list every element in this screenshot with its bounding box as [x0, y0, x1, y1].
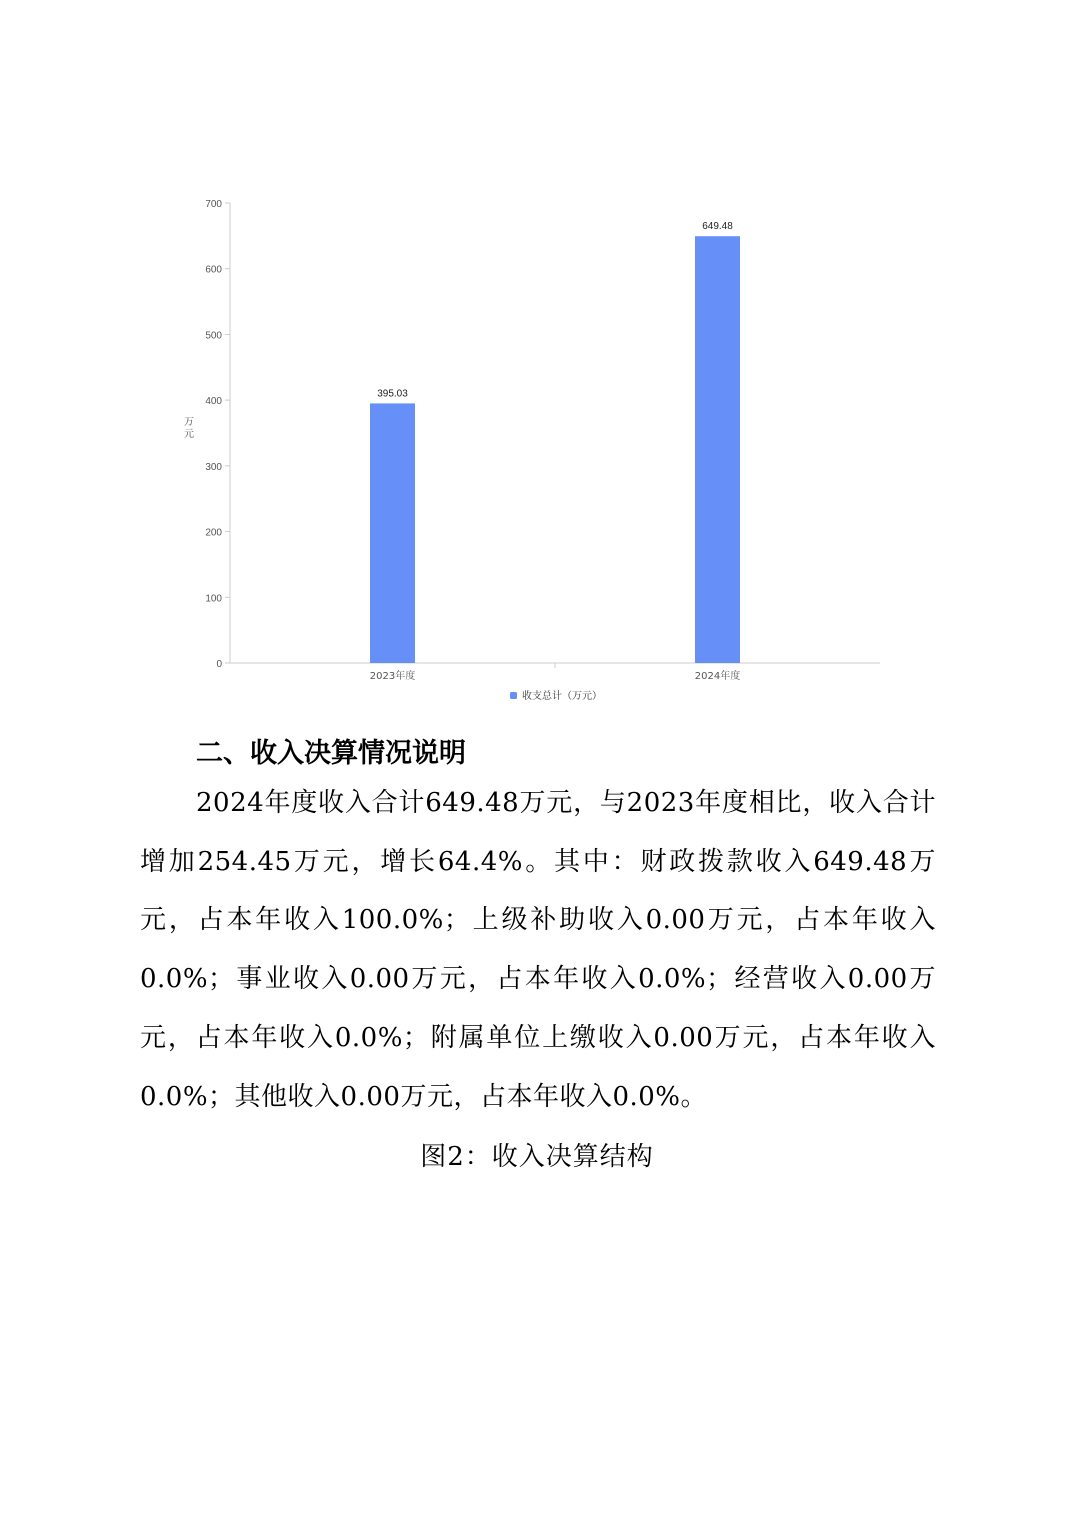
y-tick-label: 100: [205, 593, 222, 605]
y-axis-title: 万: [184, 417, 194, 428]
revenue-chart: [0, 0, 1074, 720]
y-tick-label: 0: [216, 659, 222, 670]
bar-data-label: 395.03: [377, 388, 408, 400]
bar-data-label: 649.48: [702, 221, 733, 233]
x-tick-label: 2024年度: [694, 671, 741, 682]
y-tick-label: 400: [205, 396, 222, 408]
section-heading: 二、收入决算情况说明: [196, 738, 466, 769]
bar: [370, 403, 415, 663]
chart-canvas: [0, 0, 1074, 720]
y-axis-title: 元: [184, 429, 194, 440]
body-paragraph: 2024年度收入合计649.48万元，与2023年度相比，收入合计增加254.45万元，增长64.4%。其中：财政拨款收入649.48万元，占本年收入100.0%；上级补助收入0.00万元，占本年收入0.0%；事业收入0.00万元，占本年收入0.0%；经营收入0.00万元，占本年收入0.0%；附属单位上缴收入0.00万元，占本年收入0.0%；其他收入0.00万元，占本年收入0.0%。: [140, 788, 936, 1112]
legend-swatch: [510, 692, 517, 699]
y-tick-label: 500: [205, 330, 222, 342]
y-tick-label: 600: [205, 264, 222, 276]
figure-caption: 图2：收入决算结构: [420, 1142, 654, 1172]
x-tick-label: 2023年度: [369, 671, 416, 682]
y-tick-label: 300: [205, 461, 222, 473]
bar: [695, 236, 740, 663]
legend-label: 收支总计（万元）: [522, 691, 602, 702]
y-tick-label: 700: [205, 199, 222, 210]
y-tick-label: 200: [205, 527, 222, 539]
